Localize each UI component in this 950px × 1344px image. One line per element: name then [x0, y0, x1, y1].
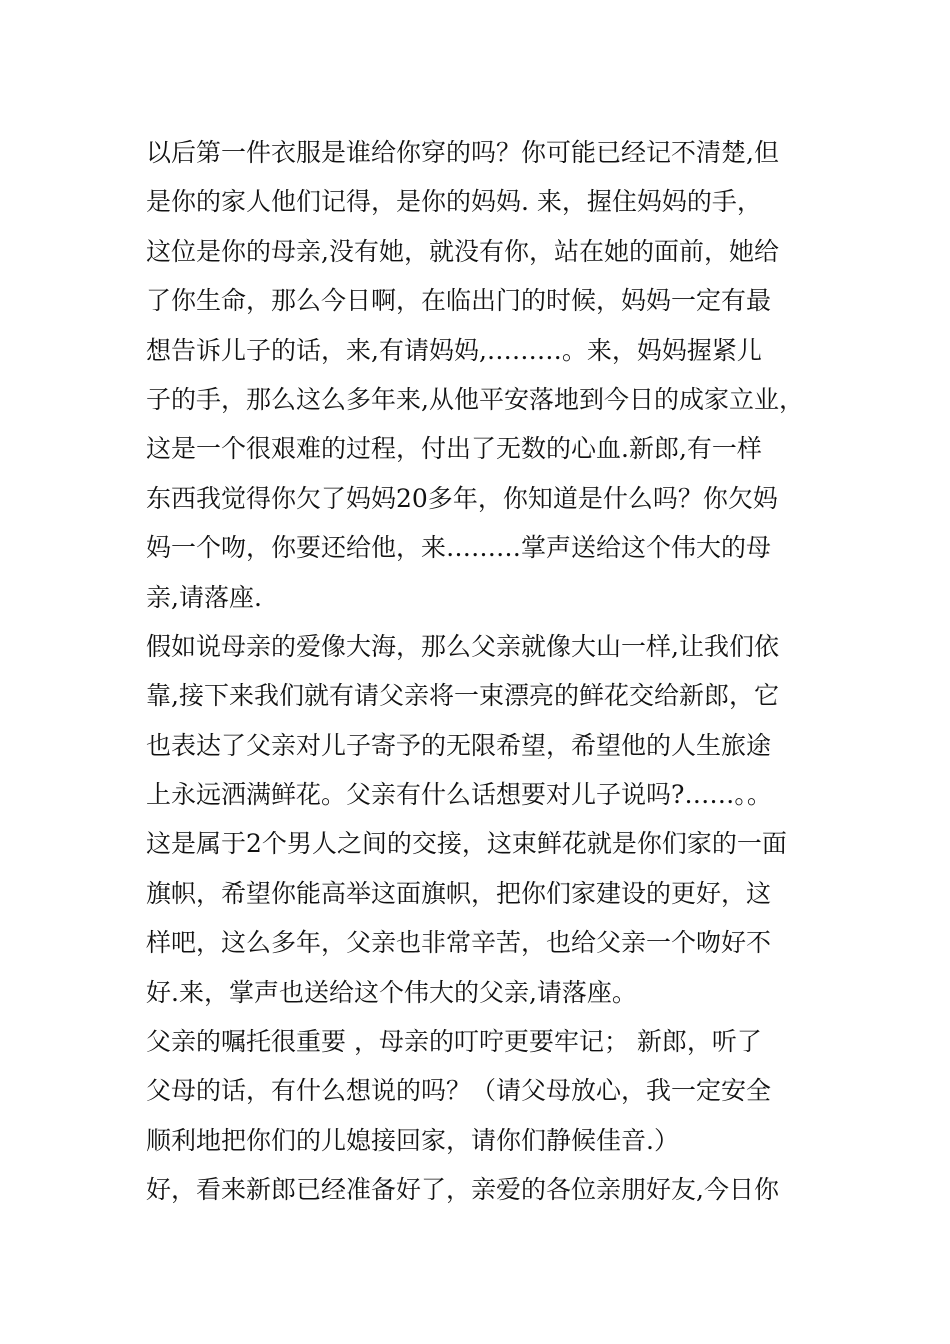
text-line: 顺利地把你们的儿媳接回家，请你们静候佳音.） [146, 1125, 679, 1155]
text-line: 父亲的嘱托很重要 ，母亲的叮咛更要牢记； 新郎，听了 [146, 1027, 762, 1057]
text-line: 好，看来新郎已经准备好了，亲爱的各位亲朋好友,今日你 [146, 1175, 779, 1205]
body-text [146, 128, 816, 1215]
text-line: 这是属于2个男人之间的交接，这束鲜花就是你们家的一面 [146, 829, 787, 859]
text-line: 亲,请落座. [146, 582, 262, 612]
text-line: 以后第一件衣服是谁给你穿的吗？你可能已经记不清楚,但 [146, 138, 779, 167]
text-line: 父母的话，有什么想说的吗？（请父母放心，我一定安全 [146, 1076, 772, 1106]
text-line: 妈一个吻，你要还给他，来………掌声送给这个伟大的母 [146, 533, 772, 563]
text-line: 这位是你的母亲,没有她，就没有你，站在她的面前，她给 [146, 236, 779, 266]
text-line: 了你生命，那么今日啊，在临出门的时候，妈妈一定有最 [146, 286, 772, 316]
text-line: 好.来，掌声也送给这个伟大的父亲,请落座。 [146, 977, 637, 1007]
text-line: 旗帜，希望你能高举这面旗帜，把你们家建设的更好，这 [146, 878, 772, 908]
text-line: 假如说母亲的爱像大海，那么父亲就像大山一样,让我们依 [146, 631, 779, 661]
text-line: 也表达了父亲对儿子寄予的无限希望，希望他的人生旅途 [146, 730, 772, 760]
text-line: 是你的家人他们记得，是你的妈妈. 来，握住妈妈的手， [146, 187, 762, 217]
text-line: 这是一个很艰难的过程，付出了无数的心血.新郎,有一样 [146, 434, 762, 464]
text-line: 东西我觉得你欠了妈妈20多年，你知道是什么吗？你欠妈 [146, 483, 778, 513]
text-line: 想告诉儿子的话，来,有请妈妈,………。来，妈妈握紧儿 [146, 335, 762, 365]
text-line: 子的手，那么这么多年来,从他平安落地到今日的成家立业， [146, 384, 804, 414]
text-line: 靠,接下来我们就有请父亲将一束漂亮的鲜花交给新郎，它 [146, 681, 779, 711]
text-line: 上永远洒满鲜花。父亲有什么话想要对儿子说吗?……。。 [146, 780, 772, 810]
text-line: 样吧，这么多年，父亲也非常辛苦，也给父亲一个吻好不 [146, 928, 772, 958]
